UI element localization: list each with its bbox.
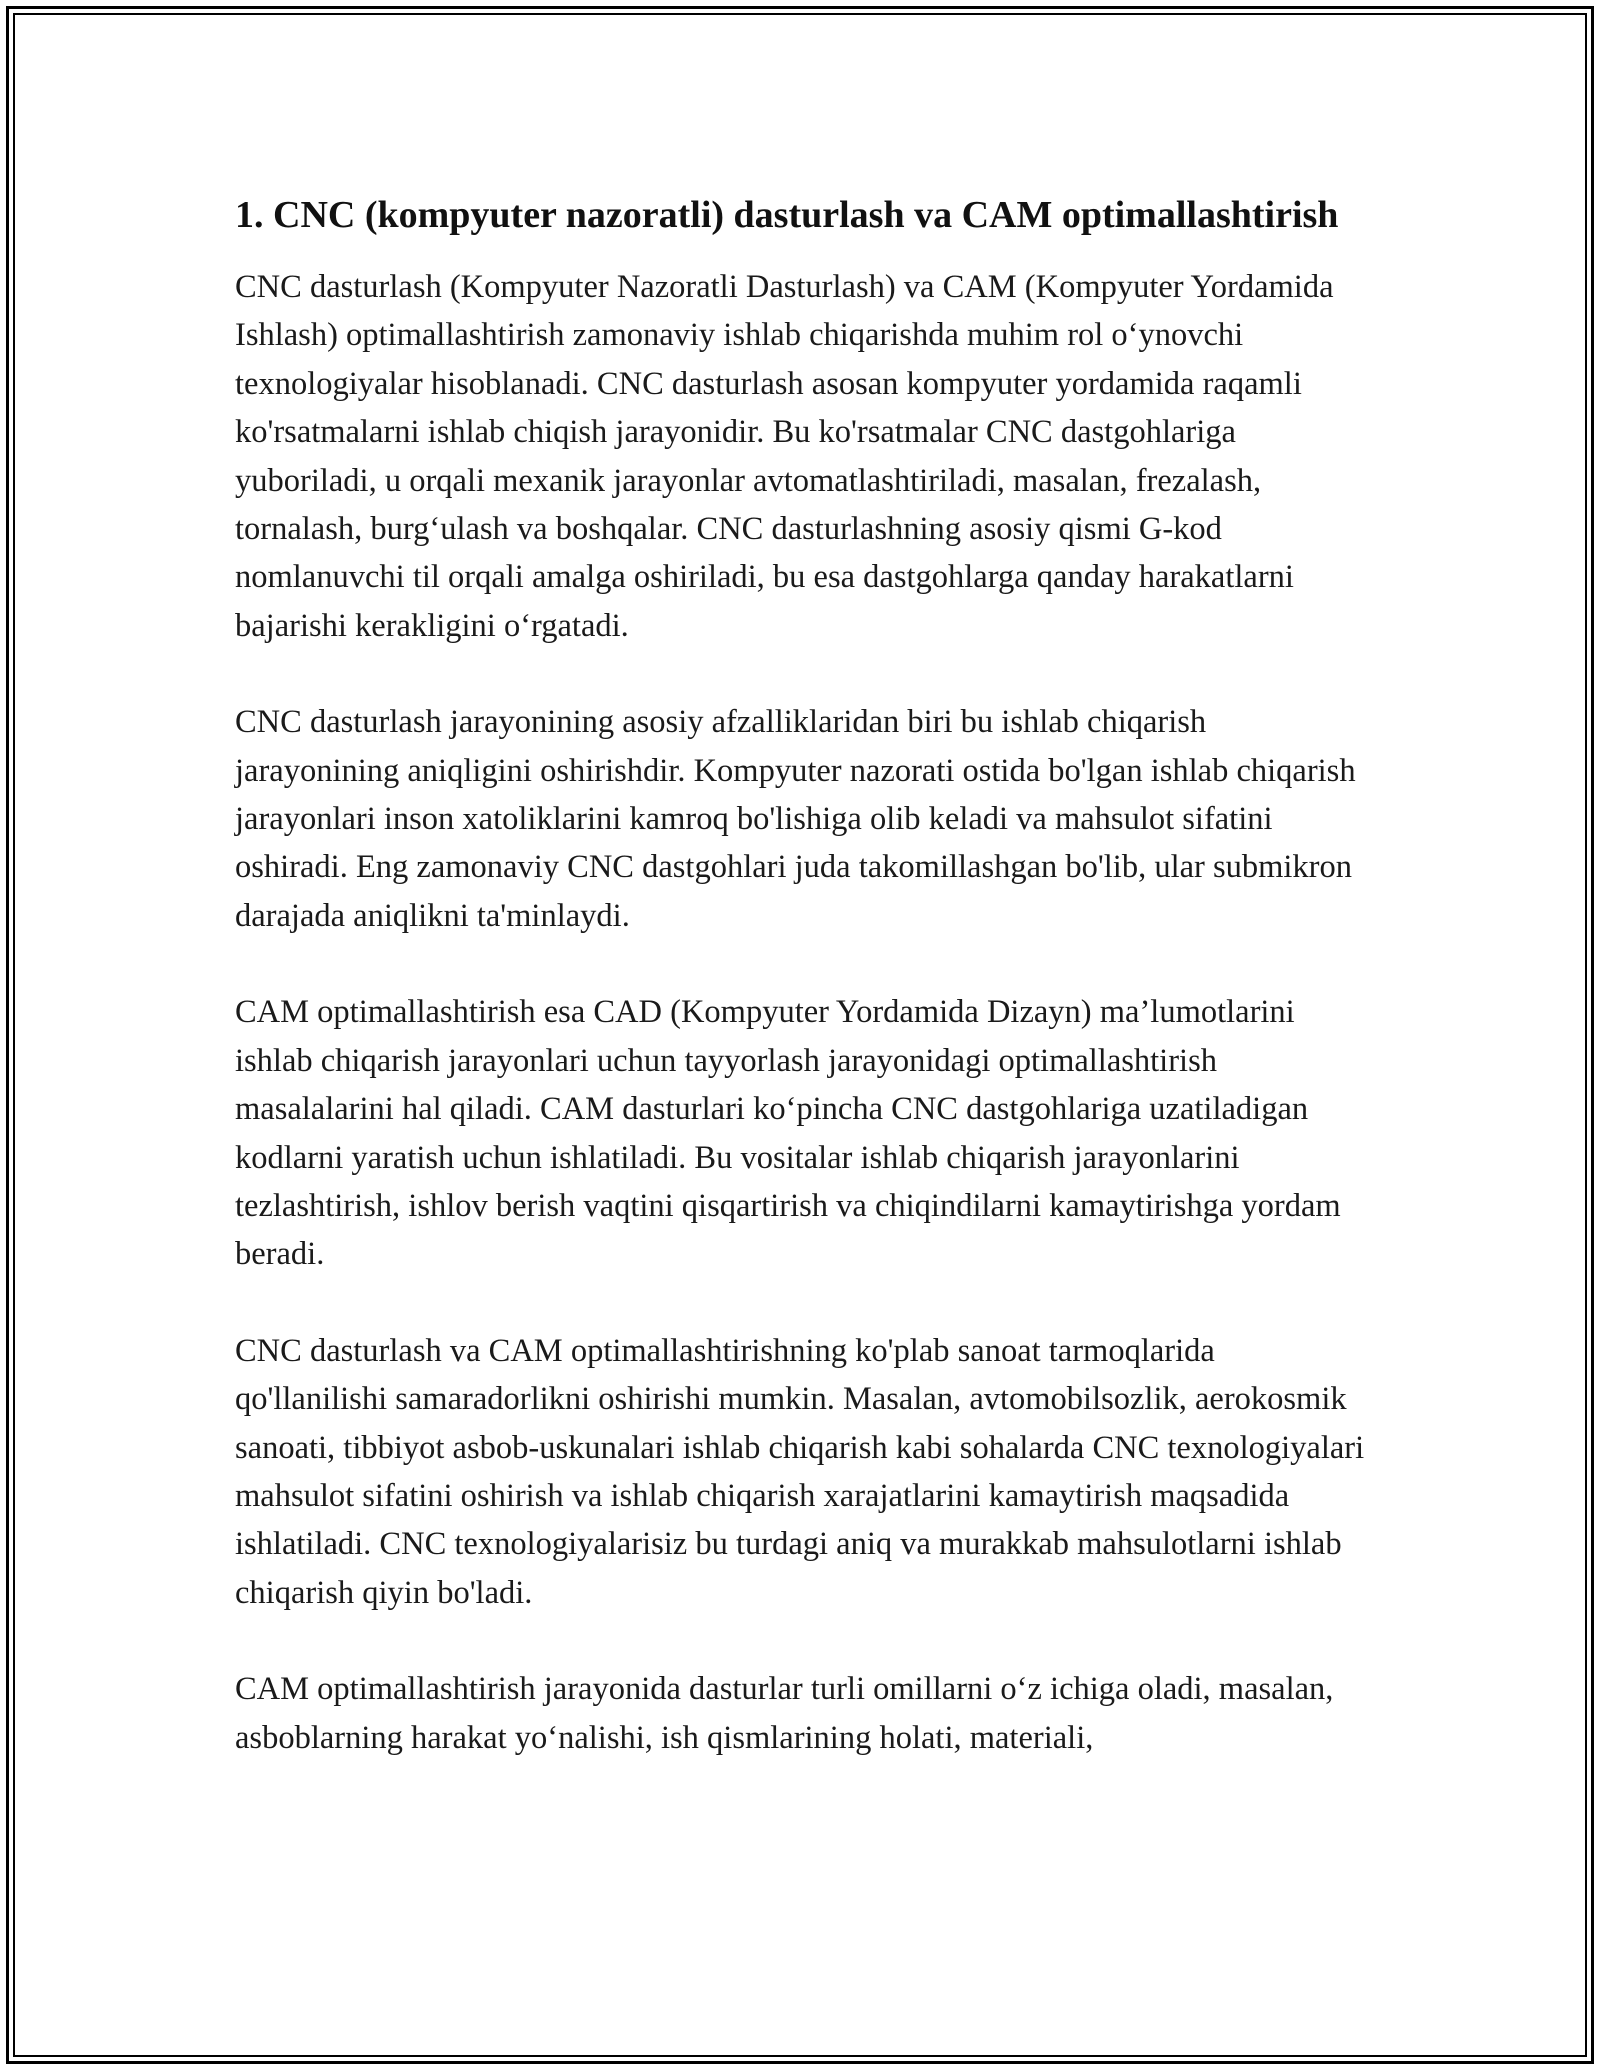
paragraph-3: CAM optimallashtirish esa CAD (Kompyuter Yordamida Dizayn) ma’lumotlarini ishlab chiqarish jarayonlari uchun tayyorlash jarayonidagi optimallashtirish masalalarini hal qiladi. CAM dasturlari ko‘pincha CNC dastgohlariga uzatiladigan kodlarni yaratish uchun ishlatiladi. Bu vositalar ishlab chiqarish jarayonlarini tezlashtirish, ishlov berish vaqtini qisqartirish va chiqindilarni kamaytirishga yordam beradi. [235, 994, 1341, 1273]
document-body [235, 188, 1375, 1810]
paragraph-1: CNC dasturlash (Kompyuter Nazoratli Dasturlash) va CAM (Kompyuter Yordamida Ishlash) optimallashtirish zamonaviy ishlab chiqarishda muhim rol o‘ynovchi texnologiyalar hisoblanadi. CNC dasturlash asosan kompyuter yordamida raqamli ko'rsatmalarni ishlab chiqish jarayonidir. Bu ko'rsatmalar CNC dastgohlariga yuboriladi, u orqali mexanik jarayonlar avtomatlashtiriladi, masalan, frezalash, tornalash, burg‘ulash va boshqalar. CNC dasturlashning asosiy qismi G-kod nomlanuvchi til orqali amalga oshiriladi, bu esa dastgohlarga qanday harakatlarni bajarishi kerakligini o‘rgatadi. [235, 269, 1334, 644]
section-title: 1. CNC (kompyuter nazoratli) dasturlash va CAM optimallashtirish [235, 194, 1339, 236]
paragraph-2: CNC dasturlash jarayonining asosiy afzalliklaridan biri bu ishlab chiqarish jarayonining aniqligini oshirishdir. Kompyuter nazorati ostida bo'lgan ishlab chiqarish jarayonlari inson xatoliklarini kamroq bo'lishiga olib keladi va mahsulot sifatini oshiradi. Eng zamonaviy CNC dastgohlari juda takomillashgan bo'lib, ular submikron darajada aniqlikni ta'minlaydi. [235, 704, 1356, 934]
paragraph-4: CNC dasturlash va CAM optimallashtirishning ko'plab sanoat tarmoqlarida qo'llanilishi samaradorlikni oshirishi mumkin. Masalan, avtomobilsozlik, aerokosmik sanoati, tibbiyot asbob-uskunalari ishlab chiqarish kabi sohalarda CNC texnologiyalari mahsulot sifatini oshirish va ishlab chiqarish xarajatlarini kamaytirish maqsadida ishlatiladi. CNC texnologiyalarisiz bu turdagi aniq va murakkab mahsulotlarni ishlab chiqarish qiyin bo'ladi. [235, 1332, 1365, 1611]
paragraph-5: CAM optimallashtirish jarayonida dasturlar turli omillarni o‘z ichiga oladi, masalan, asboblarning harakat yo‘nalishi, ish qismlarining holati, materiali, [235, 1671, 1334, 1756]
